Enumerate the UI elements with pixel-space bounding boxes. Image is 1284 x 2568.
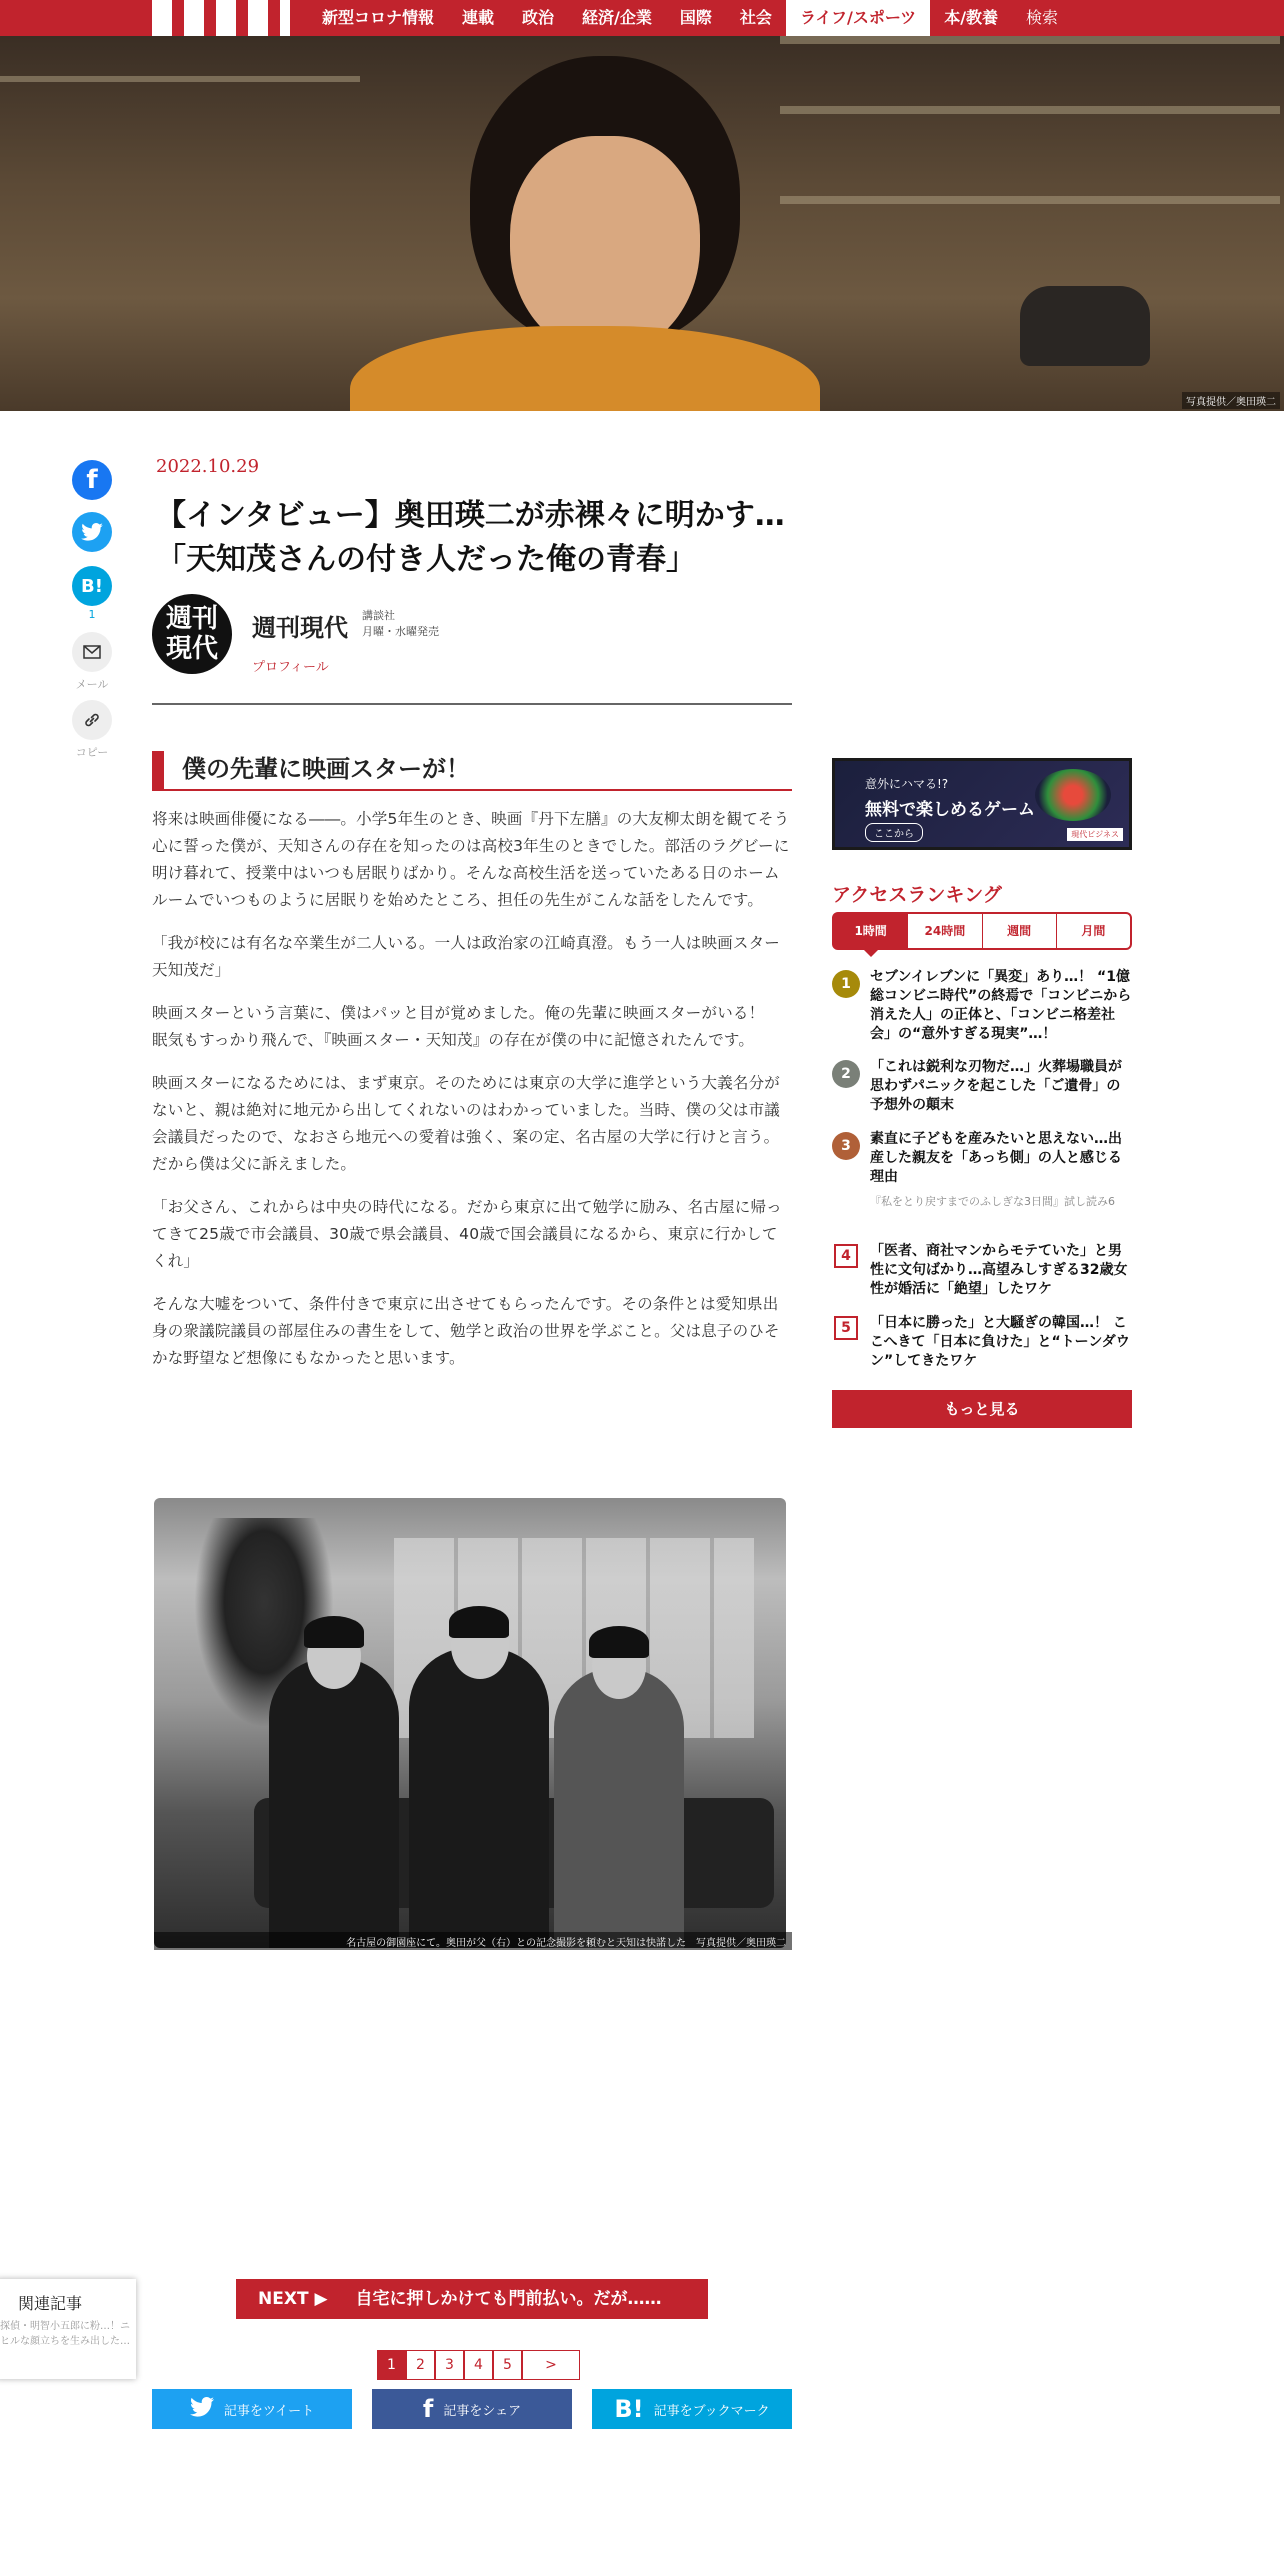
nav-item-international[interactable]: 国際 [679, 8, 712, 27]
nav-menu [308, 0, 1072, 36]
article-body [152, 806, 792, 1388]
author-publisher: 講談社 月曜・水曜発売 [362, 609, 439, 638]
twitter-icon [190, 2395, 214, 2423]
ranking-item-title: 「これは鋭利な刃物だ…」火葬場職員が思わずパニックを起こした「ご遺骨」の予想外の顛末 [870, 1059, 1122, 1113]
facebook-share-button[interactable]: f 記事をシェア [372, 2389, 572, 2429]
rank-badge: 1 [832, 970, 860, 998]
tab-1-hour[interactable]: 1時間 [834, 914, 908, 948]
next-page-button[interactable] [236, 2279, 708, 2319]
nav-item-corona[interactable]: 新型コロナ情報 [322, 8, 435, 27]
page-next[interactable]: > [522, 2350, 580, 2380]
mail-label: メール [75, 678, 109, 691]
paragraph: 「我が校には有名な卒業生が二人いる。一人は政治家の江崎真澄。もう一人は映画スター天知茂だ」 [152, 934, 781, 979]
paragraph: そんな大嘘をついて、条件付きで東京に出させてもらったんです。その条件とは愛知県出身の衆議院議員の部屋住みの書生をして、勉学と政治の世界を学ぶこと。父は息子のひそかな野望など想像にもなかったと思います。 [152, 1295, 780, 1367]
page-3[interactable]: 3 [435, 2350, 464, 2380]
hatena-icon: B! [614, 2395, 644, 2423]
hatena-bookmark-icon[interactable]: B! [72, 566, 112, 606]
ranking-item-title: 「医者、商社マンからモテていた」と男性に文句ばかり…高望みしすぎる32歳女性が婚活に「絶望」したワケ [870, 1243, 1128, 1297]
article-date: 2022.10.29 [156, 456, 260, 477]
next-title: 自宅に押しかけても門前払い。だが…… [355, 2289, 662, 2309]
nav-item-economy[interactable]: 経済/企業 [582, 8, 652, 27]
hatena-count: 1 [88, 608, 96, 621]
author-logo[interactable]: 週刊 現代 [152, 594, 232, 674]
hatena-bookmark-button[interactable]: B! 記事をブックマーク [592, 2389, 792, 2429]
photo-caption: 名古屋の御園座にて。奥田が父（右）との記念撮影を頼むと天知は快諾した 写真提供／奥田瑛二 [154, 1932, 792, 1950]
site-logo[interactable] [152, 0, 290, 36]
nav-item-books[interactable]: 本/教養 [944, 8, 999, 27]
section-heading: 僕の先輩に映画スターが！ [152, 751, 792, 791]
paragraph: 将来は映画俳優になる――。小学5年生のとき、映画『丹下左膳』の大友柳太朗を観てそう心に誓った僕が、天知さんの存在を知ったのは高校3年生のときでした。部活のラグビーに明け暮れて、授業中はいつも居眠りばかり。そんな高校生活を送っていたある日のホームルームでいつものように居眠りを始めたところ、担任の先生がこんな話をしたんです。 [152, 810, 790, 909]
ranking-item-title: 「日本に勝った」と大騒ぎの韓国…！ ここへきて「日本に負けた」と“トーンダウン”してきたワケ [870, 1315, 1130, 1369]
related-heading: 関連記事 [18, 2294, 83, 2313]
related-articles-panel[interactable] [0, 2279, 136, 2379]
ad-button[interactable]: ここから [865, 823, 923, 842]
twitter-share-icon[interactable] [72, 512, 112, 552]
top-nav-bar [0, 0, 1284, 36]
page-4[interactable]: 4 [464, 2350, 493, 2380]
author-name[interactable]: 週刊現代 [252, 614, 348, 642]
article-photo [154, 1498, 786, 1948]
nav-item-politics[interactable]: 政治 [522, 8, 555, 27]
page-5[interactable]: 5 [493, 2350, 522, 2380]
facebook-share-icon[interactable]: f [72, 460, 112, 500]
ranking-item-title: セブンイレブンに「異変」あり…！ “1億総コンビニ時代”の終焉で「コンビニから消えた人」の正体と、「コンビニ格差社会」の“意外すぎる現実”…！ [870, 969, 1132, 1042]
author-profile-link[interactable]: プロフィール [252, 660, 329, 675]
hero-image [0, 36, 1284, 411]
paragraph: 「お父さん、これからは中央の時代になる。だから東京に出て勉学に励み、名古屋に帰ってきて25歳で市会議員、30歳で県会議員、40歳で国会議員になるから、東京に行かしてくれ」 [152, 1198, 782, 1270]
paragraph: 映画スターになるためには、まず東京。そのためには東京の大学に進学という大義名分がないと、親は絶対に地元から出してくれないのはわかっていました。当時、僕の父は市議会議員だったので、なおさら地元への愛着は強く、案の定、名古屋の大学に行けと言う。だから僕は父に訴えました。 [152, 1074, 781, 1173]
nav-item-life-sports[interactable]: ライフ/スポーツ [786, 0, 930, 36]
ranking-more-button[interactable]: もっと見る [832, 1390, 1132, 1428]
article-title [156, 494, 796, 582]
tweet-button[interactable]: 記事をツイート [152, 2389, 352, 2429]
rank-badge: 3 [832, 1132, 860, 1160]
ranking-item-title: 素直に子どもを産みたいと思えない…出産した親友を「あっち側」の人と感じる理由 [870, 1131, 1122, 1185]
nav-item-society[interactable]: 社会 [739, 8, 772, 27]
related-text: 探偵・明智小五郎に粉…！ニヒルな顔立ちを生み出した… [0, 2321, 130, 2347]
tab-24-hours[interactable]: 24時間 [908, 914, 982, 948]
tab-weekly[interactable]: 週間 [983, 914, 1057, 948]
page-1[interactable]: 1 [377, 2350, 406, 2380]
paragraph: 映画スターという言葉に、僕はパッと目が覚めました。俺の先輩に映画スターがいる！ 眠気もすっかり飛んで、『映画スター・天知茂』の存在が僕の中に記憶されたんです。 [152, 1004, 781, 1049]
ranking-tabs [832, 912, 1132, 950]
game-ad-banner[interactable]: 意外にハマる!? 無料で楽しめるゲーム ここから 現代ビジネス [832, 758, 1132, 850]
pagination [377, 2350, 580, 2380]
copy-link-icon[interactable] [72, 700, 112, 740]
ranking-item-subtitle: 『私をとり戻すまでのふしぎな3日間』試し読み6 [870, 1195, 1115, 1208]
nav-item-serial[interactable]: 連載 [462, 8, 495, 27]
title-line-2: 「天知茂さんの付き人だった俺の青春」 [156, 542, 696, 577]
mail-icon[interactable] [72, 632, 112, 672]
title-line-1: 【インタビュー】奥田瑛二が赤裸々に明かす… [156, 498, 785, 533]
page-2[interactable]: 2 [406, 2350, 435, 2380]
next-label: NEXT ▶ [258, 2289, 328, 2309]
ranking-title: アクセスランキング [832, 884, 1002, 906]
rank-badge: 2 [832, 1060, 860, 1088]
rank-badge: 4 [834, 1244, 858, 1268]
nav-item-search[interactable]: 検索 [1026, 8, 1059, 27]
tab-monthly[interactable]: 月間 [1081, 924, 1106, 938]
hero-credit: 写真提供／奥田瑛二 [1182, 392, 1280, 409]
copy-label: コピー [75, 746, 109, 759]
facebook-icon: f [422, 2395, 434, 2423]
header-divider [152, 703, 792, 705]
rank-badge: 5 [834, 1316, 858, 1340]
